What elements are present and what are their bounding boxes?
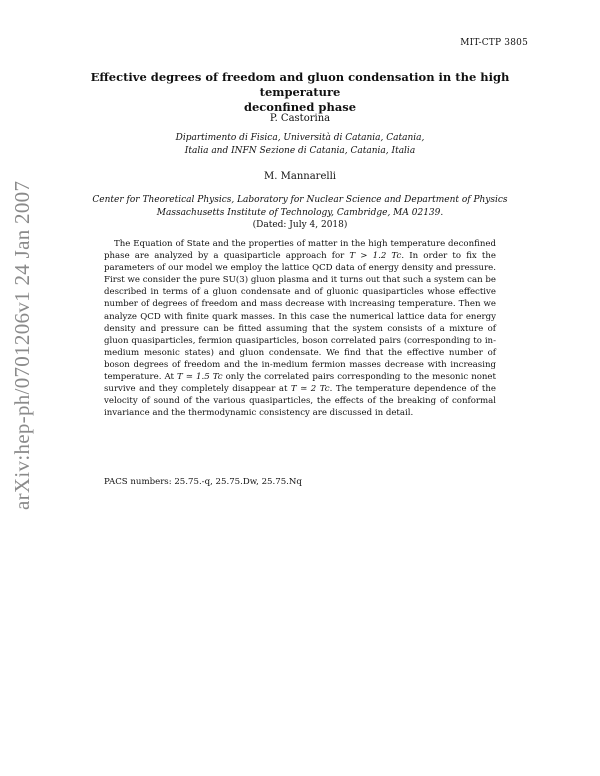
abstract-text-2: . In order to fix the parameters of our model we employ the lattice QCD data of energy density and pressure. First we consider the pure SU(3) gluon plasma and it turns out that such a system can be described in terms of a gluon condensate and of gluonic quasiparticles whose effective number of degrees of freedom and mass decrease with increasing temperature. Then we analyze QCD with finite quark masses. In this case the numerical lattice data for energy density and pressure can be fitted assuming that the system consists of a mixture of gluon quasiparticles, fermion quasiparticles, boson correlated pairs (corresponding to in-medium mesonic states) and gluon condensate. We find that the effective number of boson degrees of freedom and the in-medium fermion masses decrease with increasing temperature. At [104, 251, 496, 383]
affiliation-1-line-2: Italia and INFN Sezione di Catania, Catania, Italia [184, 146, 416, 156]
author-mannarelli: M. Mannarelli [264, 171, 336, 182]
affiliation-2-line-1: Center for Theoretical Physics, Laboratory for Nuclear Science and Department of Physics [92, 195, 508, 205]
author-castorina: P. Castorina [269, 113, 331, 124]
affiliation-mit [60, 194, 540, 220]
abstract [104, 238, 496, 419]
dated-line: (Dated: July 4, 2018) [252, 220, 348, 230]
abstract-paragraph [104, 238, 496, 419]
pacs-numbers: PACS numbers: 25.75.-q, 25.75.Dw, 25.75.Nq [104, 477, 302, 487]
arxiv-identifier[interactable]: arXiv:hep-ph/0701206v1 24 Jan 2007 [10, 180, 34, 510]
abstract-text-4: . The temperature dependence of the velocity of sound of the various quasiparticles, the effects of the breaking of conformal invariance and the thermodynamic consistency are discussed in detail. [104, 384, 496, 419]
paper-title [60, 70, 540, 115]
math-temperature-3: T ≃ 2 Tc [290, 384, 330, 395]
affiliation-catania [60, 132, 540, 158]
abstract-text-1: The Equation of State and the properties of matter in the high temperature deconfined phase are analyzed by a quasiparticle approach for [104, 239, 496, 262]
math-temperature-1: T > 1.2 Tc [349, 251, 402, 262]
report-number: MIT-CTP 3805 [460, 38, 528, 48]
affiliation-2-line-2: Massachusetts Institute of Technology, Cambridge, MA 02139. [156, 208, 444, 218]
affiliation-1-line-1: Dipartimento di Fisica, Università di Catania, Catania, [175, 133, 425, 143]
title-line-1: Effective degrees of freedom and gluon condensation in the high temperature [90, 70, 510, 99]
title-line-2: deconfined phase [243, 100, 357, 114]
abstract-text-3: only the correlated pairs corresponding to the mesonic nonet survive and they completely disappear at [104, 372, 496, 395]
math-temperature-2: T ≃ 1.5 Tc [177, 372, 223, 383]
